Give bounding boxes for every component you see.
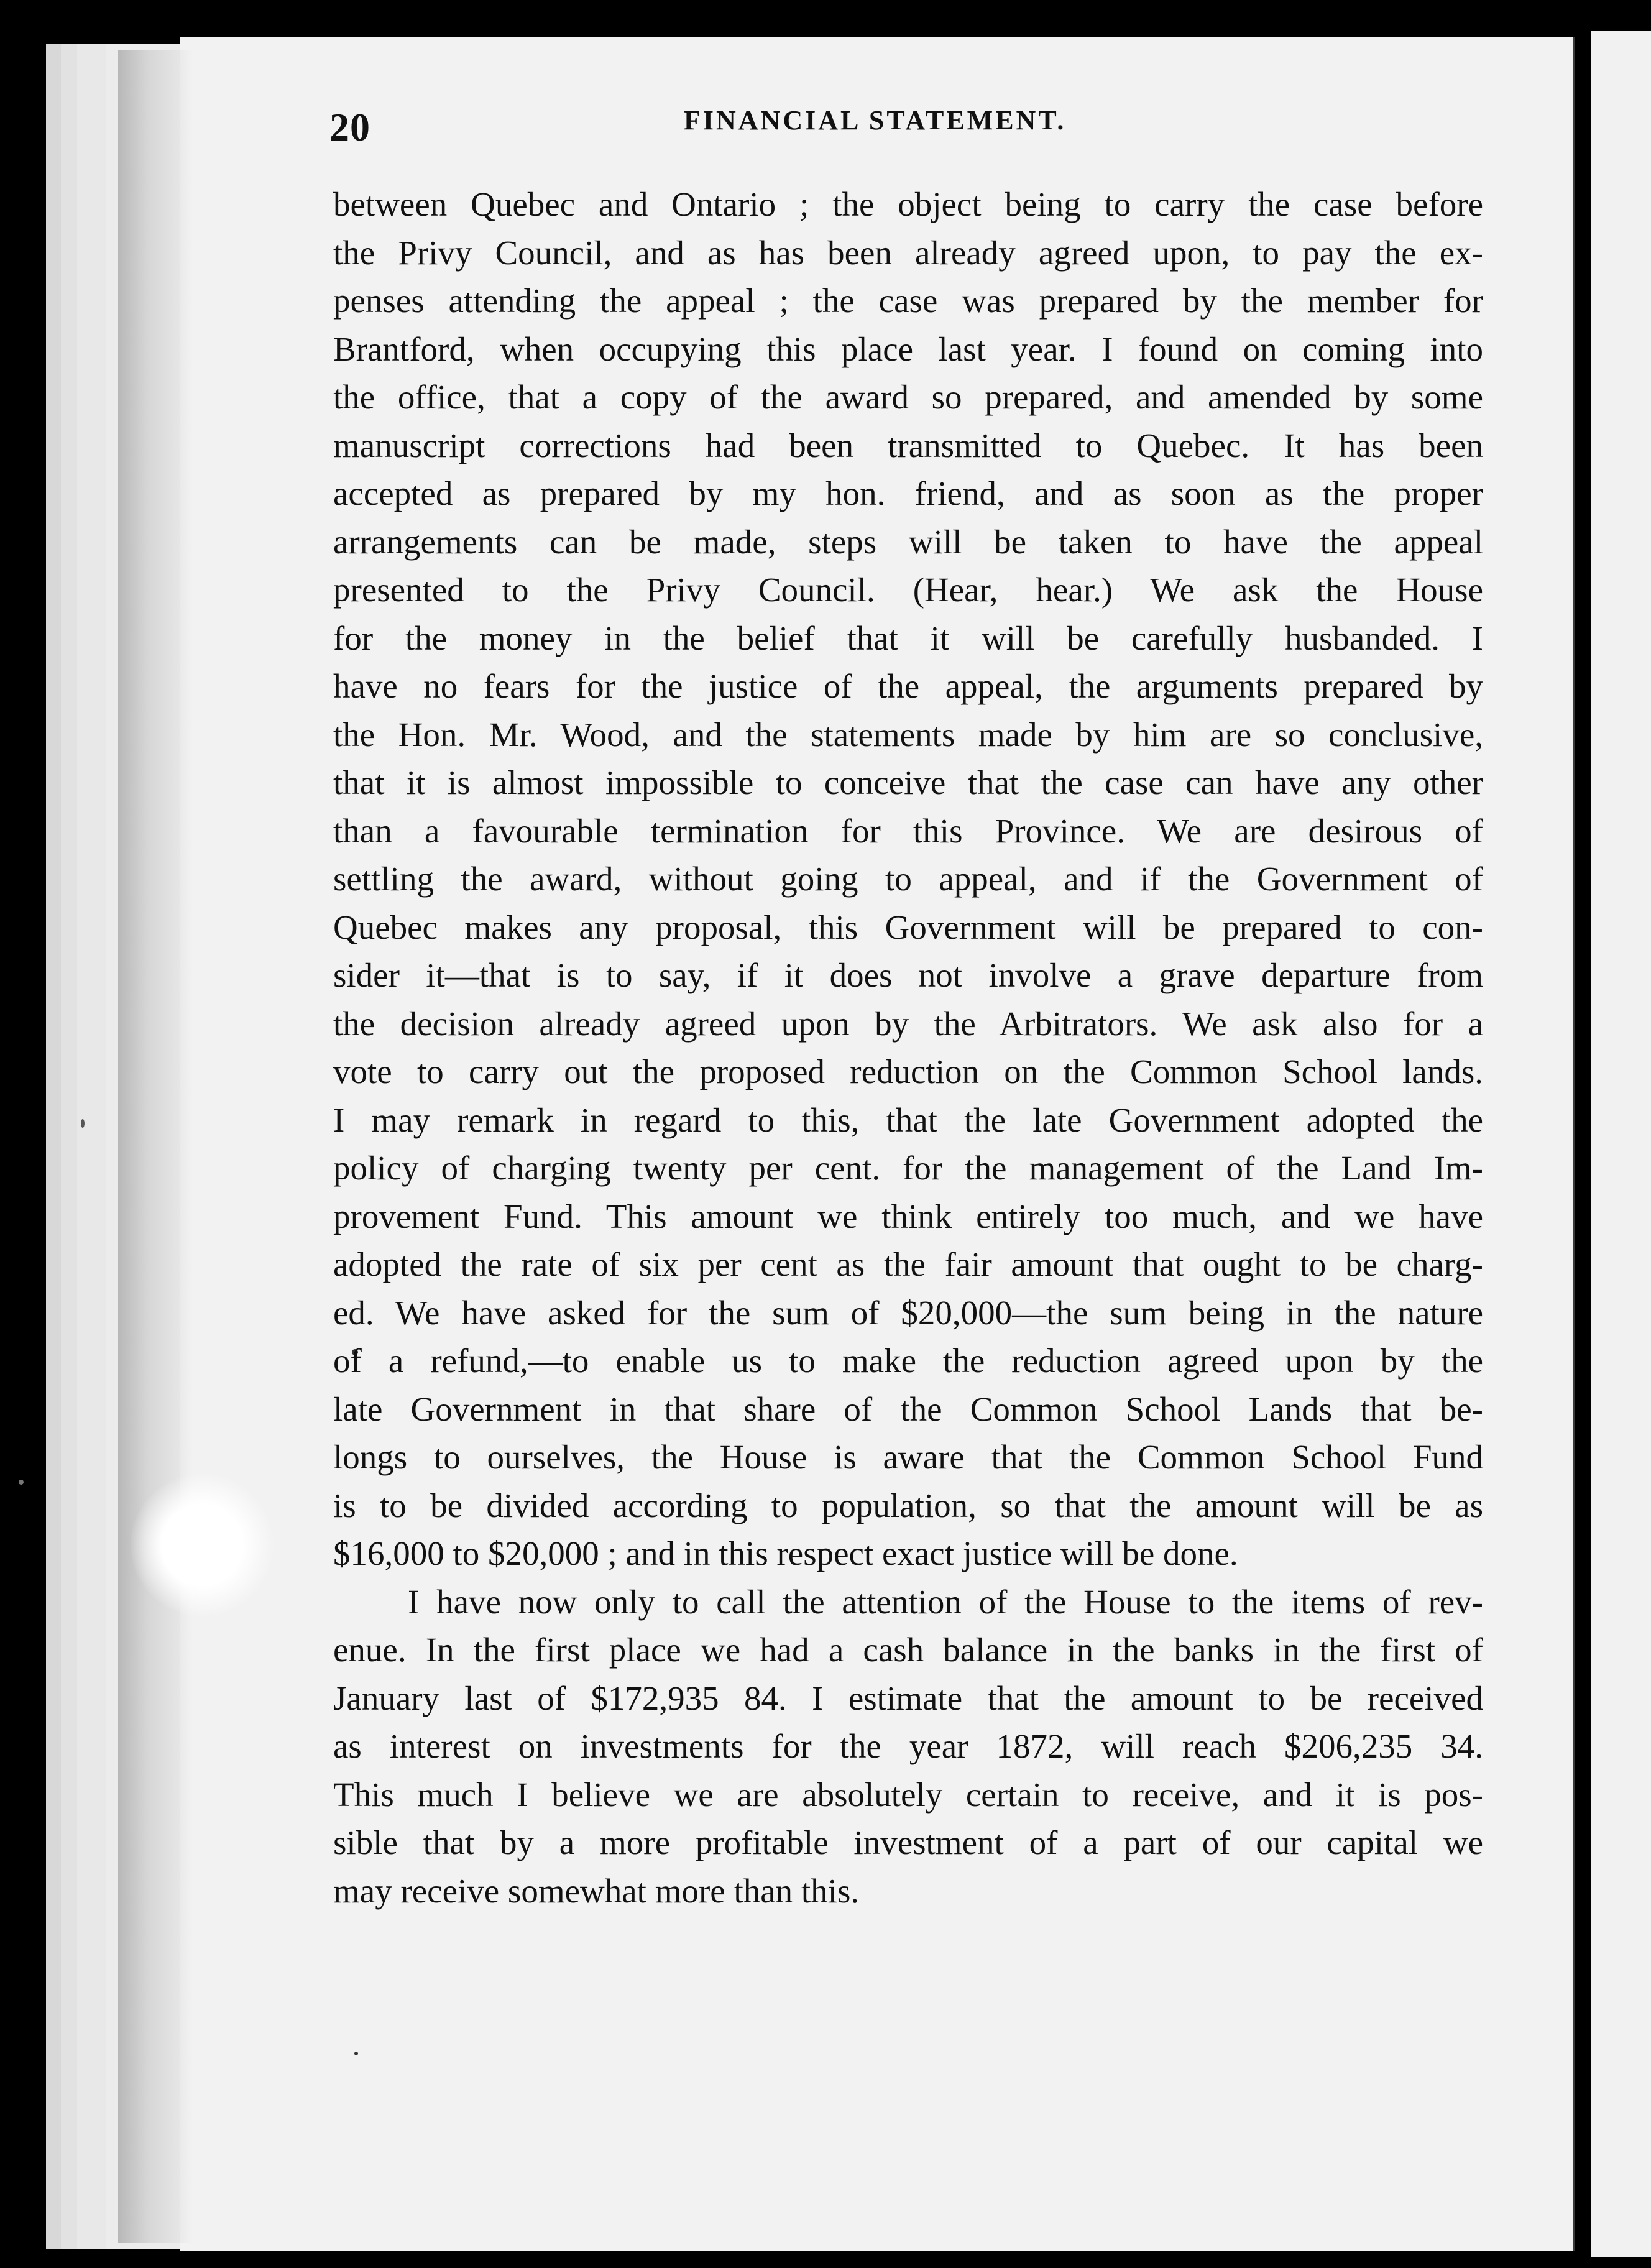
text-line: presented to the Privy Council. (Hear, hear.) We ask the House: [333, 571, 1483, 609]
text-line: that it is almost impossible to conceive that the case can have any other: [333, 763, 1483, 801]
text-line: provement Fund. This amount we think entirely too much, and we have: [333, 1197, 1483, 1235]
text-line: the Hon. Mr. Wood, and the statements made by him are so conclusive,: [333, 715, 1483, 754]
text-line: accepted as prepared by my hon. friend, and as soon as the proper: [333, 474, 1483, 512]
page-number: 20: [329, 105, 370, 149]
text-line: ed. We have asked for the sum of $20,000—the sum being in the nature: [333, 1293, 1483, 1332]
text-line: as interest on investments for the year 1872, will reach $206,235 34.: [333, 1727, 1483, 1765]
text-line: may receive somewhat more than this.: [333, 1871, 860, 1910]
text-line: I may remark in regard to this, that the late Government adopted the: [333, 1100, 1483, 1139]
text-line: This much I believe we are absolutely certain to receive, and it is pos-: [333, 1775, 1483, 1814]
text-line: than a favourable termination for this Province. We are desirous of: [333, 811, 1483, 850]
text-line: the Privy Council, and as has been already agreed upon, to pay the ex-: [333, 233, 1483, 272]
binding-shadow: [118, 50, 193, 2243]
text-line: Quebec makes any proposal, this Government will be prepared to con-: [333, 908, 1483, 946]
text-line: Brantford, when occupying this place last year. I found on coming into: [333, 330, 1483, 368]
text-line: longs to ourselves, the House is aware that the Common School Fund: [333, 1438, 1483, 1476]
text-line: vote to carry out the proposed reduction on the Common School lands.: [333, 1053, 1483, 1090]
text-line: arrangements can be made, steps will be taken to have the appeal: [333, 522, 1483, 561]
ink-speck: [354, 2052, 358, 2055]
text-line: have no fears for the justice of the appeal, the arguments prepared by: [333, 667, 1483, 705]
text-line: the decision already agreed upon by the Arbitrators. We ask also for a: [333, 1004, 1483, 1043]
text-line: the office, that a copy of the award so prepared, and amended by some: [333, 378, 1483, 416]
body-text: [333, 180, 1483, 1915]
running-head: FINANCIAL STATEMENT.: [684, 105, 1067, 136]
text-line: $16,000 to $20,000 ; and in this respect exact justice will be done.: [333, 1534, 1238, 1572]
text-line: I have now only to call the attention of the House to the items of rev-: [408, 1582, 1483, 1621]
text-line: January last of $172,935 84. I estimate that the amount to be received: [333, 1679, 1483, 1717]
ink-speck: [19, 1480, 24, 1485]
text-line: penses attending the appeal ; the case was prepared by the member for: [333, 282, 1483, 320]
ink-speck: [81, 1119, 85, 1128]
text-line: enue. In the first place we had a cash balance in the banks in the first of: [333, 1631, 1483, 1669]
text-line: is to be divided according to population, so that the amount will be as: [333, 1486, 1483, 1524]
text-line: of a refund,—to enable us to make the reduction agreed upon by the: [333, 1342, 1483, 1380]
text-line: between Quebec and Ontario ; the object being to carry the case before: [333, 185, 1483, 223]
text-line: manuscript corrections had been transmitted to Quebec. It has been: [333, 426, 1483, 464]
text-line: policy of charging twenty per cent. for the management of the Land Im-: [333, 1149, 1483, 1187]
text-line: late Government in that share of the Common School Lands that be-: [333, 1390, 1483, 1428]
paper-stain: [131, 1473, 274, 1616]
text-line: for the money in the belief that it will be carefully husbanded. I: [333, 619, 1483, 657]
next-page-sliver: [1591, 31, 1651, 2257]
text-line: adopted the rate of six per cent as the fair amount that ought to be charg-: [333, 1245, 1483, 1283]
text-line: settling the award, without going to appeal, and if the Government of: [333, 860, 1483, 898]
text-line: sible that by a more profitable investment of a part of our capital we: [333, 1823, 1483, 1861]
text-line: sider it—that is to say, if it does not involve a grave departure from: [333, 956, 1483, 994]
